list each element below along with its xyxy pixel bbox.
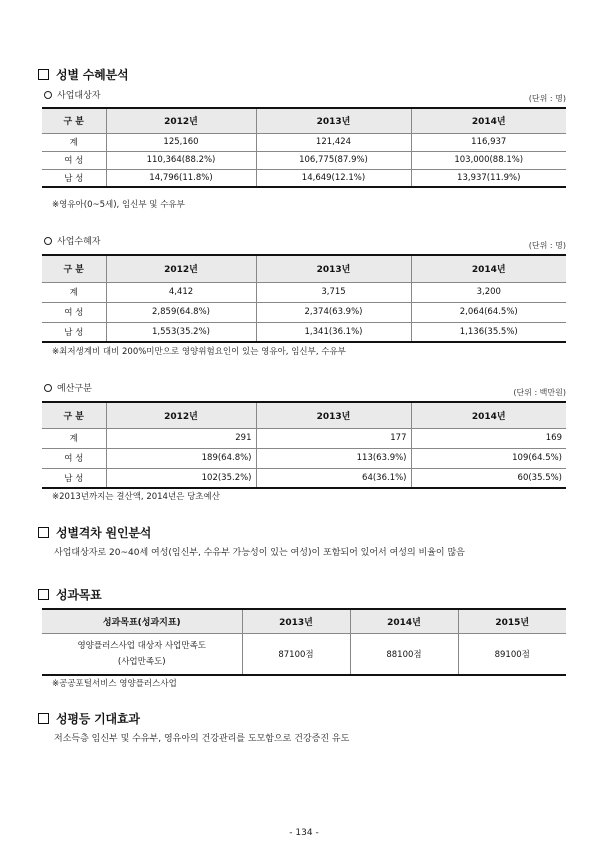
header-cell: 2014년 (411, 402, 566, 428)
table-row: 계 125,160 121,424 116,937 (42, 133, 566, 151)
expected-effect-text: 저소득층 임신부 및 수유부, 영유아의 건강관리를 도모함으로 건강증진 유도 (54, 734, 350, 744)
table-row: 여 성 2,859(64.8%) 2,374(63.9%) 2,064(64.5%) (42, 302, 566, 322)
header-cell: 2013년 (256, 255, 411, 282)
header-cell: 2014년 (411, 255, 566, 282)
table-budget (42, 401, 566, 489)
unit-label: (단위 : 명) (528, 94, 566, 103)
table-row: 영양플러스사업 대상자 사업만족도 (사업만족도) 87100점 88100점 89100점 (42, 633, 566, 675)
circle-bullet-icon (44, 237, 52, 245)
table-row: 남 성 14,796(11.8%) 14,649(12.1%) 13,937(11.9%) (42, 169, 566, 187)
table-row: 여 성 189(64.8%) 113(63.9%) 109(64.5%) (42, 448, 566, 468)
header-cell: 구 분 (42, 402, 106, 428)
table-row: 계 291 177 169 (42, 428, 566, 448)
header-cell: 2013년 (256, 108, 411, 133)
table-row: 남 성 102(35.2%) 64(36.1%) 60(35.5%) (42, 468, 566, 488)
section-title-expected-effect: 성평등 기대효과 (38, 710, 140, 727)
table-row: 여 성 110,364(88.2%) 106,775(87.9%) 103,000(88.1%) (42, 151, 566, 169)
subtitle-project-targets: 사업대상자 (44, 88, 100, 101)
page-number: - 134 - (289, 828, 319, 838)
header-cell: 2012년 (106, 402, 256, 428)
section-title-gap-cause: 성별격차 원인분석 (38, 524, 151, 541)
header-cell: 성과목표(성과지표) (42, 609, 242, 633)
unit-label: (단위 : 명) (528, 241, 566, 250)
table-header-row (42, 402, 566, 428)
table-performance-goal (42, 608, 566, 676)
table-note: ※영유아(0~5세), 임신부 및 수유부 (52, 200, 185, 210)
table-note: ※공공포털서비스 영양플러스사업 (52, 679, 177, 689)
unit-label: (단위 : 백만원) (513, 388, 566, 397)
section-title-gender-benefit: 성별 수혜분석 (38, 66, 128, 83)
table-header-row (42, 108, 566, 133)
subtitle-budget: 예산구분 (44, 381, 92, 394)
checkbox-square-icon (38, 527, 49, 538)
checkbox-square-icon (38, 589, 49, 600)
table-header-row (42, 609, 566, 633)
table-beneficiaries (42, 254, 566, 343)
gap-cause-text: 사업대상자로 20~40세 여성(임신부, 수유부 가능성이 있는 여성)이 포함되어 있어서 여성의 비율이 많음 (54, 548, 465, 558)
header-cell: 구 분 (42, 255, 106, 282)
table-note: ※최저생계비 대비 200%미만으로 영양위험요인이 있는 영유아, 임신부, 수유부 (52, 347, 346, 357)
circle-bullet-icon (44, 384, 52, 392)
goal-label-cell: 영양플러스사업 대상자 사업만족도 (사업만족도) (42, 633, 242, 675)
table-row: 남 성 1,553(35.2%) 1,341(36.1%) 1,136(35.5%) (42, 322, 566, 342)
table-header-row (42, 255, 566, 282)
checkbox-square-icon (38, 69, 49, 80)
circle-bullet-icon (44, 91, 52, 99)
section-title-performance-goal: 성과목표 (38, 586, 102, 603)
subtitle-beneficiaries: 사업수혜자 (44, 234, 100, 247)
checkbox-square-icon (38, 713, 49, 724)
header-cell: 2013년 (256, 402, 411, 428)
header-cell: 2014년 (411, 108, 566, 133)
header-cell: 2012년 (106, 108, 256, 133)
header-cell: 구 분 (42, 108, 106, 133)
table-note: ※2013년까지는 결산액, 2014년은 당초예산 (52, 492, 220, 502)
header-cell: 2013년 (242, 609, 350, 633)
header-cell: 2015년 (458, 609, 566, 633)
header-cell: 2014년 (350, 609, 458, 633)
table-project-targets (42, 107, 566, 188)
table-row: 계 4,412 3,715 3,200 (42, 282, 566, 302)
header-cell: 2012년 (106, 255, 256, 282)
